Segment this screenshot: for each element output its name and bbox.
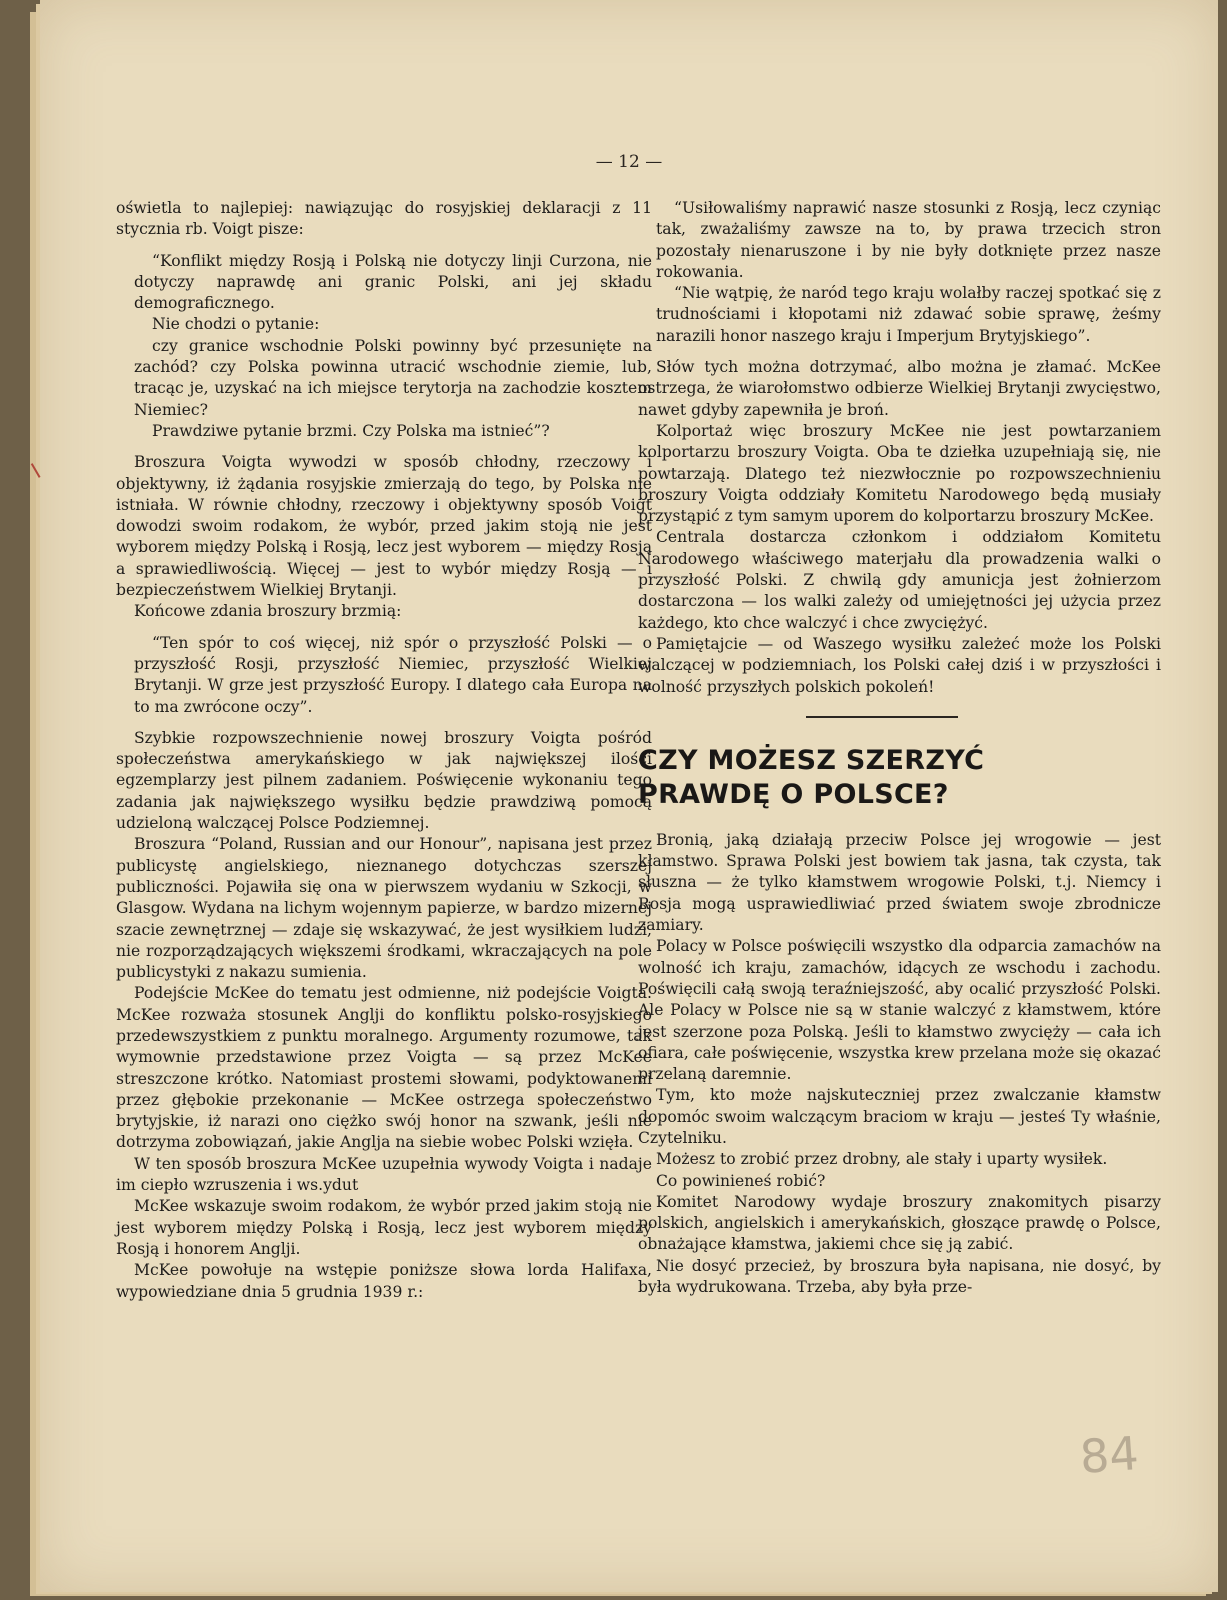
left-column — [116, 198, 652, 1303]
paragraph: oświetla to najlepiej: nawiązując do rosyjskiej deklaracji z 11 stycznia rb. Voigt pisze: — [116, 199, 652, 239]
heading-line-1: CZY MOŻESZ SZERZYĆ — [638, 744, 985, 776]
paragraph: “Konflikt między Rosją i Polską nie dotyczy linji Curzona, nie dotyczy naprawdę ani granic Polski, ani jej składu demograficznego. — [134, 251, 652, 313]
paragraph: Nie dosyć przecież, by broszura była napisana, nie dosyć, by była wydrukowana. Trzeba, aby była prze- — [638, 1256, 1161, 1297]
paragraph: Szybkie rozpowszechnienie nowej broszury Voigta pośród społeczeństwa amerykańskiego w jak największej ilości egzemplarzy jest pilnem zadaniem. Poświęcenie wykonaniu tego zadania jak największego wysiłku będzie prawdziwą pomocą udzieloną walczącej Polsce Podziemnej. — [116, 728, 652, 833]
paragraph: Podejście McKee do tematu jest odmienne, niż podejście Voigta. McKee rozważa stosunek Anglji do konfliktu polsko-rosyjskiego przedewszystkiem z punktu moralnego. Argumenty rozumowe, tak wymownie przedstawione przez Voigta — są przez McKee streszczone krótko. Natomiast prostemi słowami, podyktowanemi przez głębokie przekonanie — McKee ostrzega społeczeństwo brytyjskie, iż narazi ono ciężko swój honor na szwank, jeśli nie dotrzyma zobowiązań, jakie Anglja na siebie wobec Polski wzięła. — [116, 984, 652, 1152]
paragraph: Nie chodzi o pytanie: — [152, 315, 320, 334]
paragraph: Broszura “Poland, Russian and our Honour”, napisana jest przez publicystę angielskiego, nieznanego dotychczas szerszej publiczności. Pojawiła się ona w pierwszem wydaniu w Szkocji, w Glasgow. Wydana na lichym wojennym papierze, w bardzo mizernej szacie zewnętrznej — zdaje się wskazywać, że jest wysiłkiem ludzi, nie rozporządzających większemi środkami, wkraczających na pole publicystyki z nakazu sumienia. — [116, 835, 652, 982]
paragraph: Końcowe zdania broszury brzmią: — [134, 602, 402, 621]
heading-line-2: PRAWDĘ O POLSCE? — [638, 778, 949, 810]
paragraph: Komitet Narodowy wydaje broszury znakomitych pisarzy polskich, angielskich i amerykańskich, głoszące prawdę o Polsce, obnażające kłamstwa, jakiemi chce się ją zabić. — [638, 1192, 1161, 1254]
paragraph: czy granice wschodnie Polski powinny być przesunięte na zachód? czy Polska powinna utracić wschodnie ziemie, lub, tracąc je, uzyskać na ich miejsce terytorja na zachodzie kosztem Niemiec? — [134, 336, 652, 419]
right-column — [638, 198, 1161, 1298]
paragraph: Słów tych można dotrzymać, albo można je złamać. McKee ostrzega, że wiarołomstwo odbierze Wielkiej Brytanji zwycięstwo, nawet gdyby zapewniła je broń. — [638, 358, 1161, 419]
paragraph: Prawdziwe pytanie brzmi. Czy Polska ma istnieć”? — [152, 421, 550, 440]
paragraph: Polacy w Polsce poświęcili wszystko dla odparcia zamachów na wolność ich kraju, zamachów, idących ze wschodu i zachodu. Poświęcili całą swoją teraźniejszość, aby ocalić przyszłość Polski. Ale Polacy w Polsce nie są w stanie walczyć z kłamstwem, które jest szerzone poza Polską. Jeśli to kłamstwo zwycięży — cała ich ofiara, całe poświęcenie, wszystka krew przelana może się okazać przelaną daremnie. — [638, 937, 1161, 1084]
paragraph: “Nie wątpię, że naród tego kraju wolałby raczej spotkać się z trudnościami i kłopotami niż zdawać sobie sprawę, żeśmy narazili honor naszego kraju i Imperjum Brytyjskiego”. — [656, 284, 1161, 345]
paragraph: “Ten spór to coś więcej, niż spór o przyszłość Polski — o przyszłość Rosji, przyszłość Niemiec, przyszłość Wielkiej Brytanji. W grze jest przyszłość Europy. I dlatego cała Europa na to ma zwrócone oczy”. — [134, 633, 652, 716]
paragraph: Bronią, jaką działają przeciw Polsce jej wrogowie — jest kłamstwo. Sprawa Polski jest bowiem tak jasna, tak czysta, tak słuszna — że tylko kłamstwem wrogowie Polski, t.j. Niemcy i Rosja mogą usprawiedliwiać przed światem swoje zbrodnicze zamiary. — [638, 830, 1161, 935]
paragraph: Co powinieneś robić? — [656, 1171, 826, 1190]
paragraph: Pamiętajcie — od Waszego wysiłku zależeć może los Polski walczącej w podziemniach, los Polski całej dziś i w przyszłości i wolność przyszłych polskich pokoleń! — [638, 634, 1161, 696]
paragraph: McKee wskazuje swoim rodakom, że wybór przed jakim stoją nie jest wyborem między Polską i Rosją, lecz jest wyborem między Rosją i honorem Anglji. — [116, 1197, 652, 1258]
paragraph: Kolportaż więc broszury McKee nie jest powtarzaniem kolportarzu broszury Voigta. Oba te dziełka uzupełniają się, nie powtarzają. Dlatego też niezwłocznie po rozpowszechnieniu broszury Voigta oddziały Komitetu Narodowego będą musiały przystąpić z tym samym uporem do kolportarzu broszury McKee. — [638, 421, 1161, 526]
paragraph: Broszura Voigta wywodzi w sposób chłodny, rzeczowy i objektywny, iż żądania rosyjskie zmierzają do tego, by Polska nie istniała. W równie chłodny, rzeczowy i objektywny sposób Voigt dowodzi swoim rodakom, że wybór, przed jakim stoją nie jest wyborem między Polską i Rosją, lecz jest wyborem — między Rosją a sprawiedliwością. Więcej — jest to wybór między Rosją — i bezpieczeństwem Wielkiej Brytanji. — [116, 453, 652, 600]
page-number: — 12 — — [595, 152, 663, 172]
section-heading — [638, 744, 1161, 812]
paragraph: McKee powołuje na wstępie poniższe słowa lorda Halifaxa, wypowiedziane dnia 5 grudnia 1939 r.: — [116, 1261, 652, 1301]
paragraph: Centrala dostarcza członkom i oddziałom Komitetu Narodowego właściwego materjału dla prowadzenia walki o przyszłość Polski. Z chwilą gdy amunicja jest żołnierzom dostarczona — los walki zależy od umiejętności jej użycia przez każdego, kto chce walczyć i chce zwyciężyć. — [638, 528, 1161, 632]
paragraph: W ten sposób broszura McKee uzupełnia wywody Voigta i nadaje im ciepło wzruszenia i ws.ydut — [116, 1154, 652, 1195]
handwritten-page-number: 84 — [1078, 1426, 1141, 1484]
paragraph: Tym, kto może najskuteczniej przez zwalczanie kłamstw dopomóc swoim walczącym braciom w kraju — jesteś Ty właśnie, Czytelniku. — [638, 1086, 1161, 1147]
paragraph: Możesz to zrobić przez drobny, ale stały i uparty wysiłek. — [656, 1150, 1108, 1169]
section-divider — [806, 716, 958, 718]
right-column-top — [638, 198, 1161, 698]
document-page — [40, 0, 1218, 1592]
paragraph: “Usiłowaliśmy naprawić nasze stosunki z Rosją, lecz czyniąc tak, zważaliśmy zawsze na to, by prawa trzecich stron pozostały nienaruszone i by nie były dotknięte przez nasze rokowania. — [656, 199, 1161, 281]
right-column-bottom — [638, 830, 1161, 1299]
